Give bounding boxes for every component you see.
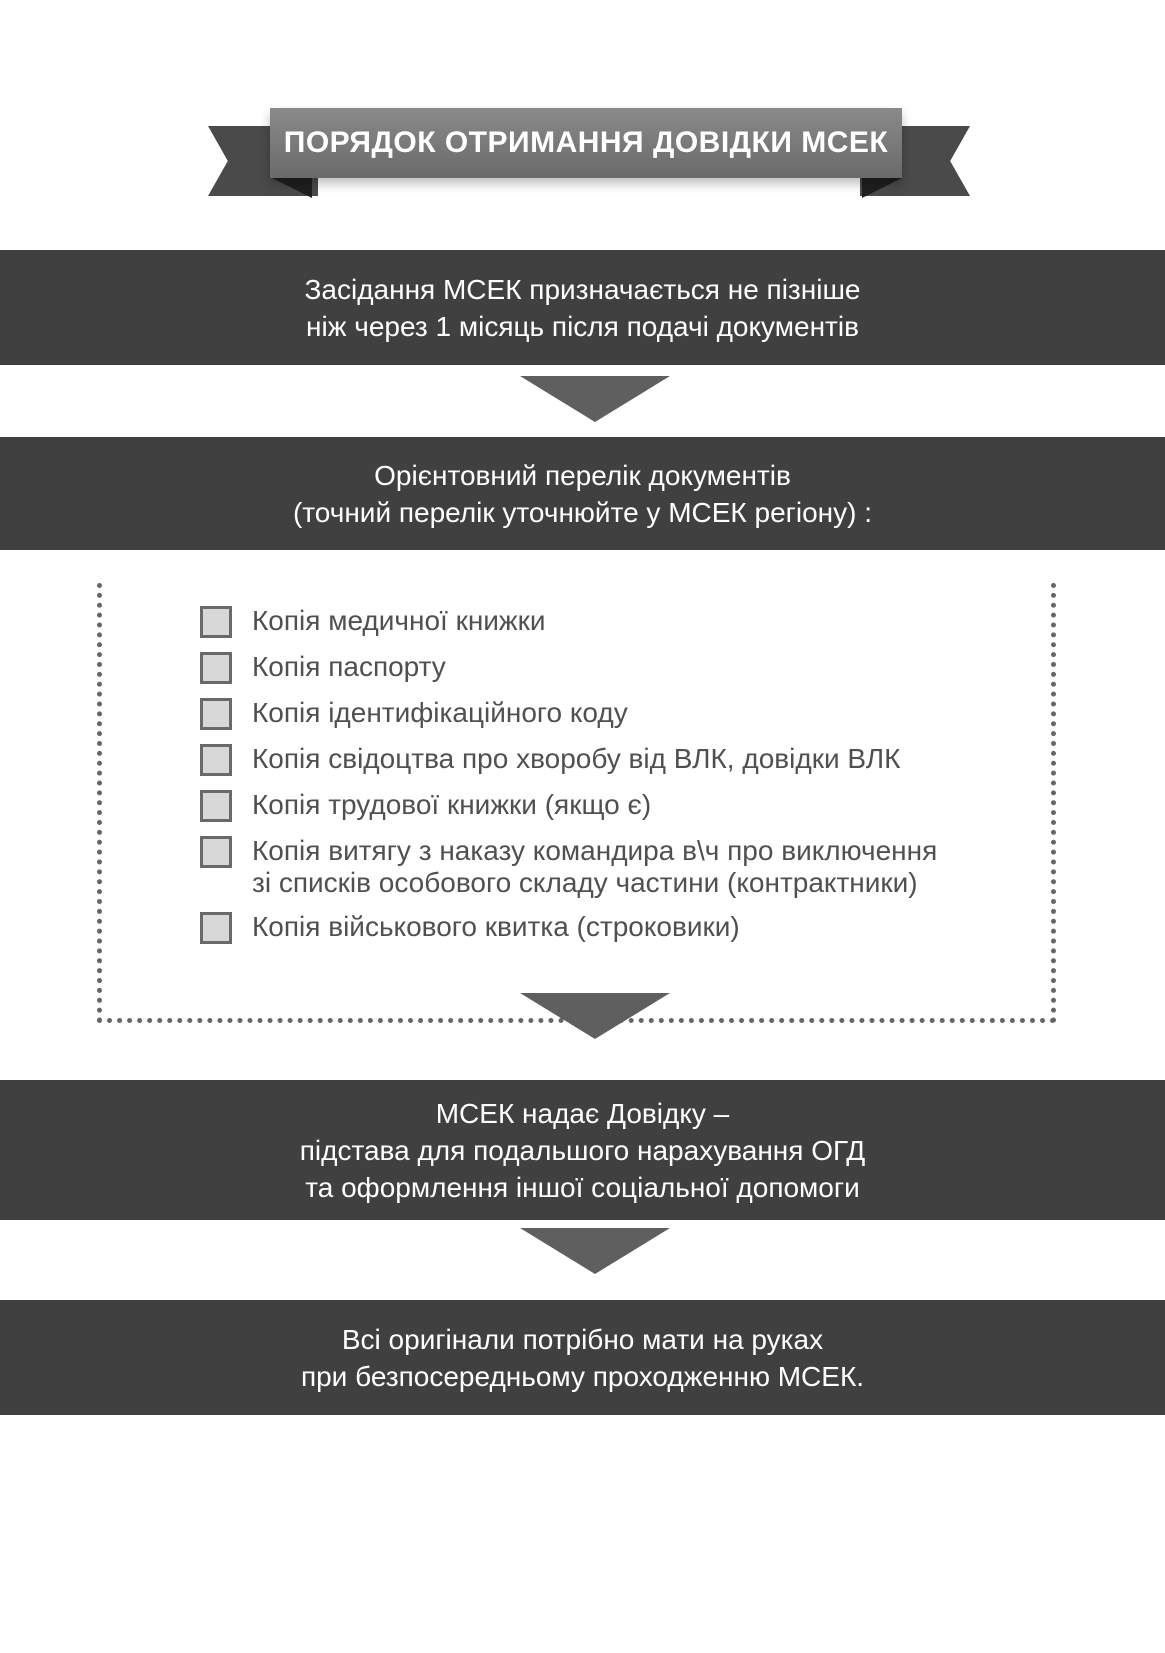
page-title: ПОРЯДОК ОТРИМАННЯ ДОВІДКИ МСЕК bbox=[270, 108, 902, 178]
document-label: Копія трудової книжки (якщо є) bbox=[252, 789, 652, 820]
document-label-line-2: зі списків особового складу частини (контрактники) bbox=[252, 867, 918, 898]
down-arrow-icon bbox=[520, 1228, 670, 1274]
checkbox-icon[interactable] bbox=[200, 790, 232, 822]
step-4-line-1: Всі оригінали потрібно мати на руках bbox=[341, 1323, 824, 1355]
documents-checklist bbox=[200, 605, 1060, 957]
step-1-band bbox=[0, 250, 1165, 365]
list-item bbox=[200, 605, 1060, 637]
step-3-band bbox=[0, 1080, 1165, 1220]
step-1-line-2: ніж через 1 місяць після подачі документів bbox=[306, 310, 859, 342]
checkbox-icon[interactable] bbox=[200, 836, 232, 868]
title-ribbon bbox=[0, 100, 1165, 210]
checkbox-icon[interactable] bbox=[200, 744, 232, 776]
step-1-line-1: Засідання МСЕК призначається не пізніше bbox=[304, 273, 861, 305]
step-3-line-3: та оформлення іншої соціальної допомоги bbox=[305, 1171, 860, 1203]
step-4-line-2: при безпосередньому проходженню МСЕК. bbox=[300, 1360, 865, 1392]
document-label: Копія медичної книжки bbox=[252, 605, 546, 636]
step-3-line-2: підстава для подальшого нарахування ОГД bbox=[299, 1134, 866, 1166]
document-label: Копія військового квитка (строковики) bbox=[252, 911, 740, 942]
document-label: Копія свідоцтва про хворобу від ВЛК, довідки ВЛК bbox=[252, 743, 901, 774]
step-2-line-2: (точний перелік уточнюйте у МСЕК регіону) : bbox=[292, 496, 873, 528]
down-arrow-icon bbox=[520, 376, 670, 422]
list-item bbox=[200, 651, 1060, 683]
list-item bbox=[200, 911, 1060, 943]
checkbox-icon[interactable] bbox=[200, 698, 232, 730]
step-2-band bbox=[0, 437, 1165, 550]
document-label-line-1: Копія витягу з наказу командира в\ч про виключення bbox=[252, 835, 938, 866]
list-item bbox=[200, 789, 1060, 821]
step-4-band bbox=[0, 1300, 1165, 1415]
step-2-line-1: Орієнтовний перелік документів bbox=[374, 459, 791, 491]
checkbox-icon[interactable] bbox=[200, 606, 232, 638]
checkbox-icon[interactable] bbox=[200, 912, 232, 944]
list-item bbox=[200, 835, 1060, 897]
checkbox-icon[interactable] bbox=[200, 652, 232, 684]
list-item bbox=[200, 743, 1060, 775]
list-item bbox=[200, 697, 1060, 729]
document-label: Копія паспорту bbox=[252, 651, 446, 682]
document-label: Копія ідентифікаційного коду bbox=[252, 697, 628, 728]
step-3-line-1: МСЕК надає Довідку – bbox=[435, 1097, 730, 1129]
document-label-multiline bbox=[252, 835, 937, 899]
